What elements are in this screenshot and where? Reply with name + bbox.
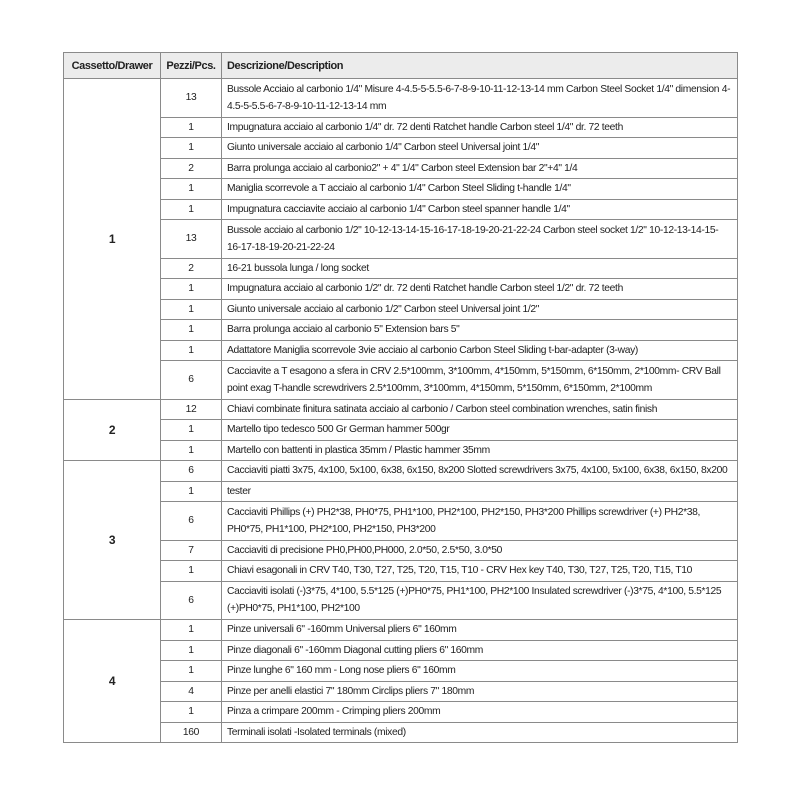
pieces-cell: 1 [161,138,222,159]
table-header-row [64,53,738,79]
table-row [64,440,738,461]
table-row [64,258,738,279]
table-row [64,179,738,200]
table-body [64,79,738,743]
pieces-cell: 2 [161,158,222,179]
table-row [64,340,738,361]
description-cell: Impugnatura acciaio al carbonio 1/4" dr. 72 denti Ratchet handle Carbon steel 1/4" dr. 72 teeth [222,117,738,138]
table-row [64,681,738,702]
description-cell: Barra prolunga acciaio al carbonio2" + 4" 1/4" Carbon steel Extension bar 2"+4" 1/4 [222,158,738,179]
description-cell: tester [222,481,738,502]
description-cell: Impugnatura cacciavite acciaio al carbonio 1/4" Carbon steel spanner handle 1/4" [222,199,738,220]
table-row [64,581,738,620]
drawer-number-cell: 1 [64,79,161,400]
pieces-cell: 6 [161,581,222,620]
table-row [64,481,738,502]
table-row [64,220,738,259]
description-cell: Pinze universali 6" -160mm Universal pliers 6" 160mm [222,620,738,641]
table-row [64,640,738,661]
description-cell: Pinza a crimpare 200mm - Crimping pliers 200mm [222,702,738,723]
description-cell: Cacciaviti piatti 3x75, 4x100, 5x100, 6x38, 6x150, 8x200 Slotted screwdrivers 3x75, 4x100, 5x100, 6x38, 6x150, 8x200 [222,461,738,482]
table-row [64,320,738,341]
description-cell: Maniglia scorrevole a T acciaio al carbonio 1/4" Carbon Steel Sliding t-handle 1/4" [222,179,738,200]
pieces-cell: 1 [161,279,222,300]
table-row [64,117,738,138]
pieces-cell: 6 [161,461,222,482]
description-cell: 16-21 bussola lunga / long socket [222,258,738,279]
table-row [64,399,738,420]
table-row [64,702,738,723]
drawer-number-cell: 4 [64,620,161,743]
table-row [64,299,738,320]
table-row [64,722,738,743]
description-cell: Impugnatura acciaio al carbonio 1/2" dr. 72 denti Ratchet handle Carbon steel 1/2" dr. 72 teeth [222,279,738,300]
pieces-cell: 7 [161,540,222,561]
pieces-cell: 1 [161,640,222,661]
table-row [64,138,738,159]
description-cell: Pinze lunghe 6" 160 mm - Long nose pliers 6" 160mm [222,661,738,682]
description-cell: Adattatore Maniglia scorrevole 3vie acciaio al carbonio Carbon Steel Sliding t-bar-adapter (3-way) [222,340,738,361]
description-cell: Chiavi combinate finitura satinata acciaio al carbonio / Carbon steel combination wrenches, satin finish [222,399,738,420]
description-cell: Bussole Acciaio al carbonio 1/4" Misure 4-4.5-5-5.5-6-7-8-9-10-11-12-13-14 mm Carbon Steel Socket 1/4" dimension 4-4.5-5-5.5-6-7-8-9-10-11-12-13-14 mm [222,79,738,118]
drawer-number-cell: 3 [64,461,161,620]
pieces-cell: 13 [161,220,222,259]
description-cell: Pinze per anelli elastici 7" 180mm Circlips pliers 7" 180mm [222,681,738,702]
description-cell: Martello con battenti in plastica 35mm / Plastic hammer 35mm [222,440,738,461]
description-cell: Martello tipo tedesco 500 Gr German hammer 500gr [222,420,738,441]
description-cell: Bussole acciaio al carbonio 1/2" 10-12-13-14-15-16-17-18-19-20-21-22-24 Carbon steel socket 1/2" 10-12-13-14-15-16-17-18-19-20-21-22-24 [222,220,738,259]
pieces-cell: 1 [161,661,222,682]
pieces-cell: 1 [161,340,222,361]
table-row [64,620,738,641]
description-cell: Cacciavite a T esagono a sfera in CRV 2.5*100mm, 3*100mm, 4*150mm, 5*150mm, 6*150mm, 2*100mm- CRV Ball point exag T-handle screwdrivers 2.5*100mm, 3*100mm, 4*150mm, 5*150mm, 6*150mm, 2*100mm [222,361,738,400]
pieces-cell: 1 [161,620,222,641]
description-cell: Chiavi esagonali in CRV T40, T30, T27, T25, T20, T15, T10 - CRV Hex key T40, T30, T27, T25, T20, T15, T10 [222,561,738,582]
table-row [64,502,738,541]
drawer-number-cell: 2 [64,399,161,461]
table-row [64,461,738,482]
pieces-cell: 12 [161,399,222,420]
pieces-cell: 2 [161,258,222,279]
description-cell: Giunto universale acciaio al carbonio 1/4" Carbon steel Universal joint 1/4" [222,138,738,159]
column-header-pieces: Pezzi/Pcs. [161,53,222,79]
table-row [64,661,738,682]
description-cell: Cacciaviti isolati (-)3*75, 4*100, 5.5*125 (+)PH0*75, PH1*100, PH2*100 Insulated screwdriver (-)3*75, 4*100, 5.5*125 (+)PH0*75, PH1*100, PH2*100 [222,581,738,620]
pieces-cell: 1 [161,561,222,582]
description-cell: Giunto universale acciaio al carbonio 1/2" Carbon steel Universal joint 1/2" [222,299,738,320]
pieces-cell: 1 [161,702,222,723]
pieces-cell: 1 [161,117,222,138]
pieces-cell: 1 [161,179,222,200]
pieces-cell: 1 [161,481,222,502]
pieces-cell: 6 [161,361,222,400]
description-cell: Pinze diagonali 6" -160mm Diagonal cutting pliers 6" 160mm [222,640,738,661]
pieces-cell: 1 [161,299,222,320]
pieces-cell: 1 [161,440,222,461]
description-cell: Cacciaviti Phillips (+) PH2*38, PH0*75, PH1*100, PH2*100, PH2*150, PH3*200 Phillips screwdriver (+) PH2*38, PH0*75, PH1*100, PH2*100, PH2*150, PH3*200 [222,502,738,541]
description-cell: Barra prolunga acciaio al carbonio 5" Extension bars 5" [222,320,738,341]
table-row [64,540,738,561]
table-row [64,199,738,220]
description-cell: Cacciaviti di precisione PH0,PH00,PH000, 2.0*50, 2.5*50, 3.0*50 [222,540,738,561]
pieces-cell: 160 [161,722,222,743]
pieces-cell: 1 [161,320,222,341]
table-row [64,158,738,179]
description-cell: Terminali isolati -Isolated terminals (mixed) [222,722,738,743]
table-row [64,561,738,582]
pieces-cell: 13 [161,79,222,118]
table-row [64,79,738,118]
table-row [64,420,738,441]
pieces-cell: 6 [161,502,222,541]
tool-inventory-table [63,52,738,743]
column-header-description: Descrizione/Description [222,53,738,79]
table-row [64,361,738,400]
pieces-cell: 1 [161,199,222,220]
pieces-cell: 1 [161,420,222,441]
column-header-drawer: Cassetto/Drawer [64,53,161,79]
table-row [64,279,738,300]
pieces-cell: 4 [161,681,222,702]
